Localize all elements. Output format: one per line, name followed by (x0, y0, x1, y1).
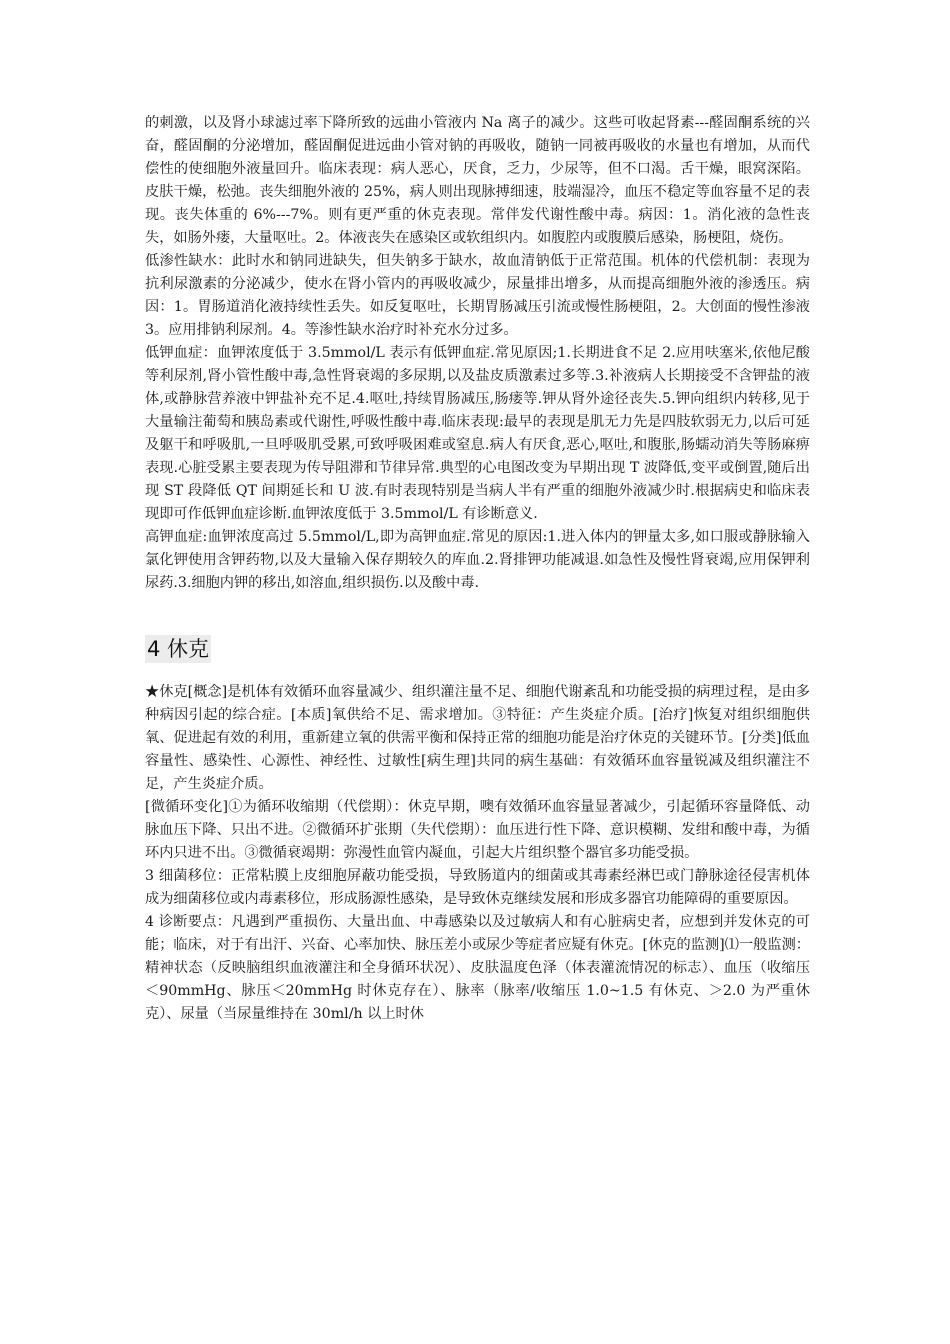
paragraph-diagnosis: 4 诊断要点：凡遇到严重损伤、大量出血、中毒感染以及过敏病人和有心脏病史者，应想到并发休克的可能；临床，对于有出汗、兴奋、心率加快、脉压差小或尿少等症者应疑有休克。[休克的监测]⑴一般监测：精神状态（反映脑组织血液灌注和全身循环状况）、皮肤温度色泽（体表灌流情况的标志）、血压（收缩压＜90mmHg、脉压＜20mmHg 时休克存在）、脉率（脉率/收缩压 1.0~1.5 有休克、＞2.0 为严重休克）、尿量（当尿量维持在 30ml/h 以上时休 (145, 914, 810, 1022)
paragraph-isotonic-dehydration: 的刺激，以及肾小球滤过率下降所致的远曲小管液内 Na 离子的减少。这些可收起肾素---醛固酮系统的兴奋，醛固酮的分泌增加，醛固酮促进远曲小管对钠的再吸收，随钠一同被再吸收的水量也有增加，从而代偿性的使细胞外液量回升。临床表现：病人恶心，厌食，乏力，少尿等，但不口渴。舌干燥，眼窝深陷。皮肤干燥，松弛。丧失细胞外液的 25%，病人则出现脉搏细速，肢端湿冷，血压不稳定等血容量不足的表现。丧失体重的 6%---7%。则有更严重的休克表现。常伴发代谢性酸中毒。病因：1。消化液的急性丧失，如肠外瘘，大量呕吐。2。体液丧失在感染区或软组织内。如腹腔内或腹膜后感染，肠梗阻，烧伤。 (145, 115, 810, 246)
paragraph-bacterial-translocation: 3 细菌移位：正常粘膜上皮细胞屏蔽功能受损，导致肠道内的细菌或其毒素经淋巴或门静脉途径侵害机体成为细菌移位或内毒素移位，形成肠源性感染，是导致休克继续发展和形成多器官功能障碍的重要原因。 (145, 868, 810, 907)
document-page (145, 112, 810, 1026)
paragraph-hypokalemia: 低钾血症：血钾浓度低于 3.5mmol/L 表示有低钾血症.常见原因;1.长期进食不足 2.应用呋塞米,依他尼酸等利尿剂,肾小管性酸中毒,急性肾衰竭的多尿期,以及盐皮质激素过多等.3.补液病人长期接受不含钾盐的液体,或静脉营养液中钾盐补充不足.4.呕吐,持续胃肠减压,肠瘘等.钾从肾外途径丧失.5.钾向组织内转移,见于大量输注葡萄和胰岛素或代谢性,呼吸性酸中毒.临床表现:最早的表现是肌无力先是四肢软弱无力,以后可延及躯干和呼吸肌,一旦呼吸肌受累,可致呼吸困难或窒息.病人有厌食,恶心,呕吐,和腹胀,肠蠕动消失等肠麻痹表现.心脏受累主要表现为传导阻滞和节律异常.典型的心电图改变为早期出现 T 波降低,变平或倒置,随后出现 ST 段降低 QT 间期延长和 U 波.有时表现特别是当病人半有严重的细胞外液减少时.根据病史和临床表现即可作低钾血症诊断.血钾浓度低于 3.5mmol/L 有诊断意义. (145, 345, 810, 522)
paragraph-shock-concept: ★休克[概念]是机体有效循环血容量减少、组织灌注量不足、细胞代谢紊乱和功能受损的病理过程，是由多种病因引起的综合症。[本质]氧供给不足、需求增加。③特征：产生炎症介质。[治疗]恢复对组织细胞供氧、促进起有效的利用，重新建立氧的供需平衡和保持正常的细胞功能是治疗休克的关键环节。[分类]低血容量性、感染性、心源性、神经性、过敏性[病生理]共同的病生基础：有效循环血容量锐减及组织灌注不足，产生炎症介质。 (145, 684, 810, 792)
paragraph-hyperkalemia: 高钾血症:血钾浓度高过 5.5mmol/L,即为高钾血症.常见的原因:1.进入体内的钾量太多,如口服或静脉输入氯化钾使用含钾药物,以及大量输入保存期较久的库血.2.肾排钾功能减退.如急性及慢性肾衰竭,应用保钾利尿药.3.细胞内钾的移出,如溶血,组织损伤.以及酸中毒. (145, 529, 810, 591)
section-heading-shock: 4 休克 (147, 637, 210, 661)
paragraph-hypotonic-dehydration: 低渗性缺水：此时水和钠同进缺失，但失钠多于缺水，故血清钠低于正常范围。机体的代偿机制：表现为抗利尿激素的分泌减少，使水在肾小管内的再吸收减少，尿量排出增多，从而提高细胞外液的渗透压。病因：1。胃肠道消化液持续性丢失。如反复呕吐，长期胃肠减压引流或慢性肠梗阻，2。大创面的慢性渗液 3。应用排钠利尿剂。4。等渗性缺水治疗时补充水分过多。 (145, 253, 810, 338)
paragraph-microcirculation: [微循环变化]①为循环收缩期（代偿期）：休克早期，噢有效循环血容量显著减少，引起循环容量降低、动脉血压下降、只出不进。②微循环扩张期（失代偿期）：血压进行性下降、意识模糊、发绀和酸中毒，为循环内只进不出。③微循衰竭期：弥漫性血管内凝血，引起大片组织整个器官多功能受损。 (145, 799, 810, 861)
